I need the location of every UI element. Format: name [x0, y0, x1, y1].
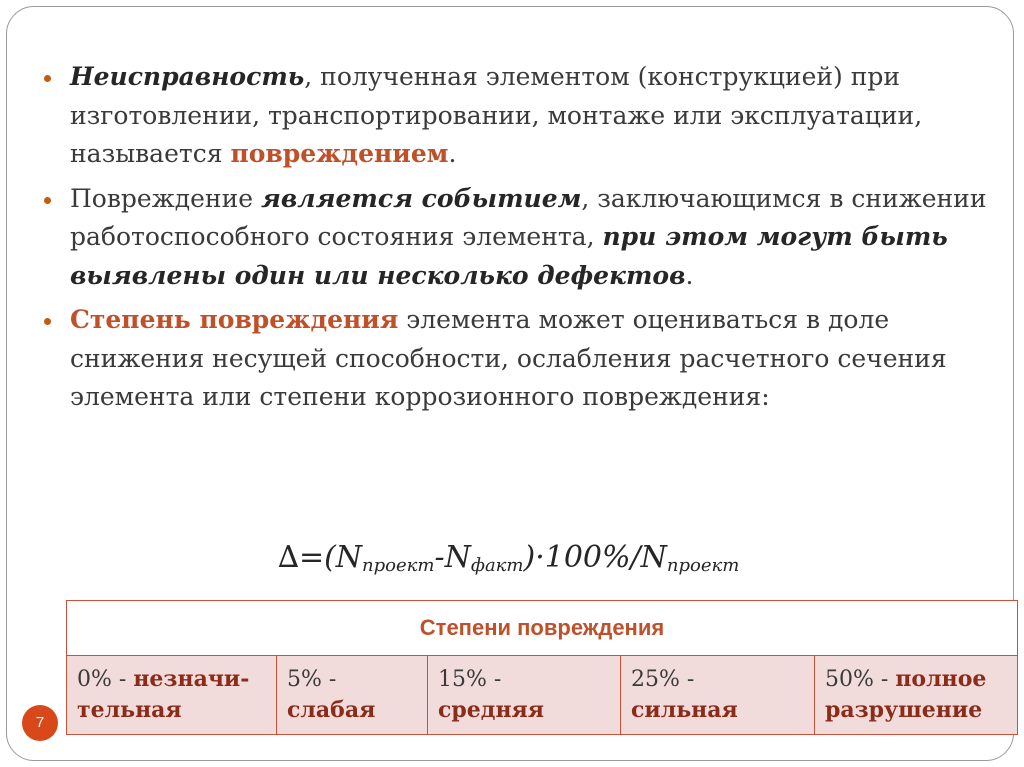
cell-percent: 0% - — [77, 667, 134, 692]
damage-formula — [278, 540, 739, 576]
delta-symbol: ∆ — [278, 540, 299, 575]
cell-label: незначи-тельная — [77, 666, 250, 723]
table-row — [67, 656, 1017, 734]
table-cell — [621, 656, 815, 734]
emphasis-event: является событием — [260, 183, 582, 213]
formula-n: N — [640, 540, 667, 575]
cell-label: полное разрушение — [825, 666, 987, 723]
text: элемента может оцениваться в доле снижения несущей способности, ослабления расчетного сечения элемента или степени коррозионного повреждения: — [70, 305, 947, 411]
cell-percent: 15% - — [438, 667, 502, 692]
text-start: Повреждение — [70, 183, 261, 213]
table-cell — [277, 656, 428, 734]
bullet-definition — [40, 58, 990, 174]
damage-degrees-table — [66, 600, 1018, 735]
bullet-degree — [40, 301, 990, 417]
page-number-badge: 7 — [22, 705, 58, 741]
table-cell — [815, 656, 1014, 734]
cell-label: слабая — [287, 697, 376, 723]
formula-n: N — [444, 540, 471, 575]
text-end: . — [685, 260, 694, 290]
formula-n: N — [335, 540, 363, 575]
bullet-event — [40, 180, 990, 296]
formula-sub: факт — [470, 555, 524, 576]
table-cell — [67, 656, 277, 734]
cell-label: сильная — [631, 697, 738, 723]
formula-sub: проект — [362, 555, 435, 576]
term-damage: повреждением — [230, 139, 449, 168]
bullet-dot-icon — [44, 197, 51, 204]
slide-content — [40, 58, 990, 423]
text: , заключающимся в снижении работоспособного состояния элемента, — [70, 183, 987, 251]
bullet-dot-icon — [44, 318, 51, 325]
text: , полученная элементом (конструкцией) при изготовлении, транспортировании, монтаже или эксплуатации, называется — [70, 62, 923, 168]
formula-sub: проект — [666, 555, 740, 576]
term-defect: Неисправность — [70, 62, 305, 91]
cell-percent: 50% - — [825, 667, 896, 692]
formula-part: - — [434, 540, 445, 575]
table-header: Степени повреждения — [67, 601, 1017, 656]
cell-label: средняя — [438, 697, 545, 723]
term-damage-degree: Степень повреждения — [70, 305, 399, 334]
table-cell — [428, 656, 621, 734]
bullet-dot-icon — [44, 75, 51, 82]
emphasis-defects: при этом могут быть выявлены один или несколько дефектов — [70, 222, 948, 290]
text-end: . — [448, 139, 457, 168]
cell-percent: 5% - — [287, 667, 337, 692]
formula-part: =( — [298, 540, 336, 575]
formula-part: )·100%/ — [523, 540, 641, 575]
cell-percent: 25% - — [631, 667, 695, 692]
